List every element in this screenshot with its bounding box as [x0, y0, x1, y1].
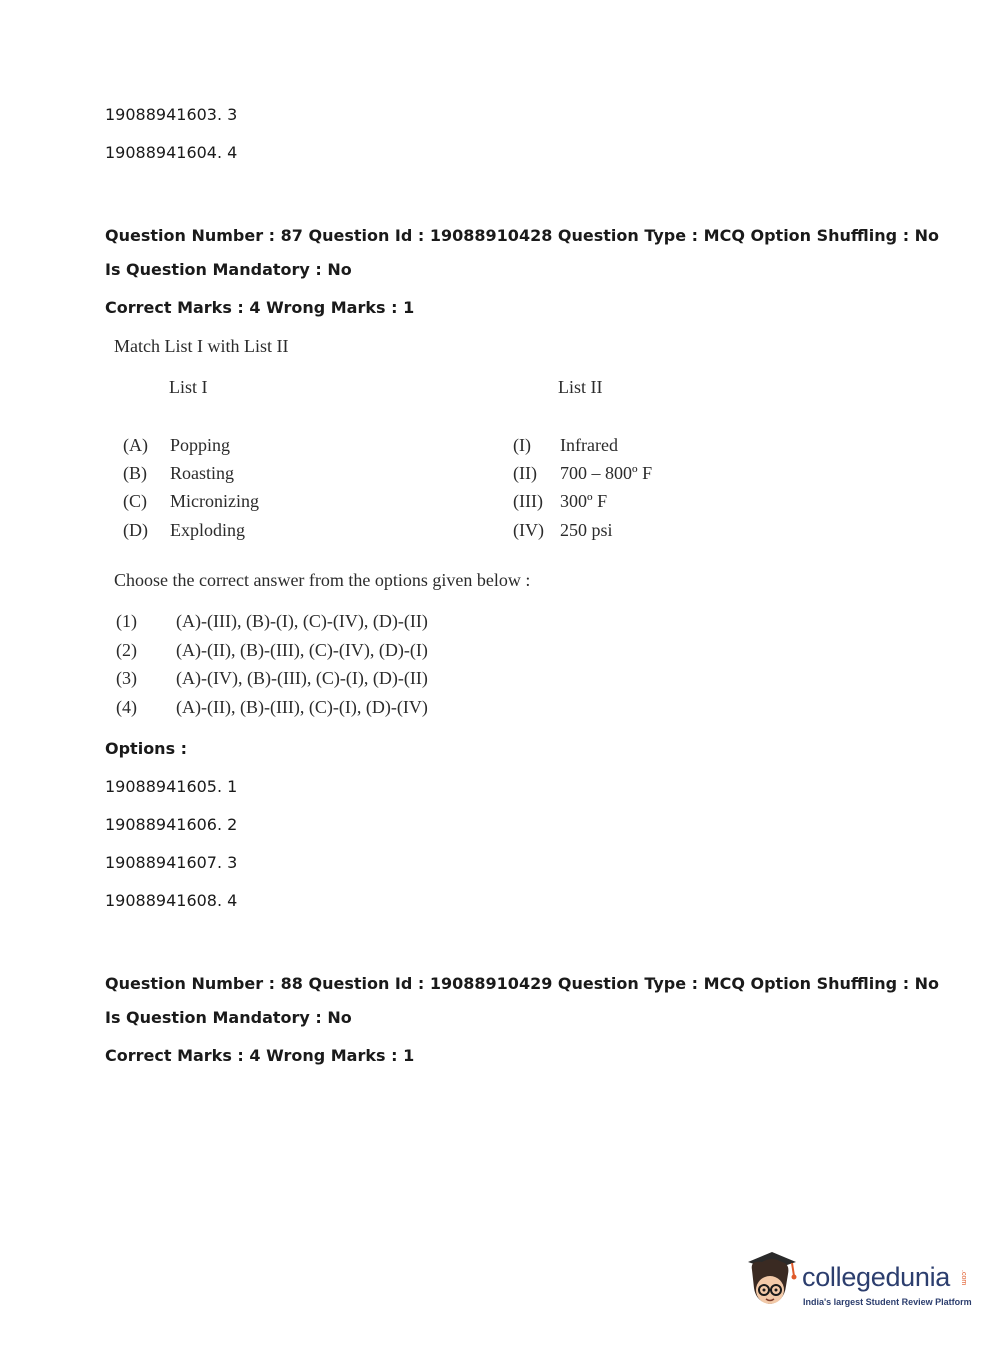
option-4: 19088941608. 4 [105, 891, 238, 910]
choose-instruction: Choose the correct answer from the options given below : [114, 570, 531, 590]
answer-key: (2) [116, 640, 137, 660]
option-2: 19088941606. 2 [105, 815, 238, 834]
answer-key: (1) [116, 611, 137, 631]
list2-key: (II) [513, 463, 537, 483]
option-3: 19088941607. 3 [105, 853, 238, 872]
answer-key: (3) [116, 668, 137, 688]
option-1: 19088941605. 1 [105, 777, 238, 796]
answer-text: (A)-(II), (B)-(III), (C)-(I), (D)-(IV) [176, 697, 428, 717]
list2-item: 250 psi [560, 520, 613, 540]
list2-item: Infrared [560, 435, 618, 455]
q87-mandatory: Is Question Mandatory : No [105, 260, 352, 279]
q87-marks: Correct Marks : 4 Wrong Marks : 1 [105, 298, 415, 317]
list1-key: (C) [123, 491, 147, 511]
list1-key: (B) [123, 463, 147, 483]
list1-item: Popping [170, 435, 231, 455]
collegedunia-logo[interactable] [742, 1248, 972, 1320]
q88-marks: Correct Marks : 4 Wrong Marks : 1 [105, 1046, 415, 1065]
list2-key: (I) [513, 435, 531, 455]
mascot-icon [742, 1248, 800, 1312]
list1-key: (D) [123, 520, 148, 540]
answer-text: (A)-(IV), (B)-(III), (C)-(I), (D)-(II) [176, 668, 428, 688]
answer-text: (A)-(II), (B)-(III), (C)-(IV), (D)-(I) [176, 640, 428, 660]
list1-item: Micronizing [170, 491, 259, 511]
answer-key: (4) [116, 697, 137, 717]
list1-item: Exploding [170, 520, 245, 540]
prev-option-4: 19088941604. 4 [105, 143, 238, 162]
logo-tagline: India's largest Student Review Platform [803, 1297, 972, 1307]
list2-key: (III) [513, 491, 543, 511]
answer-text: (A)-(III), (B)-(I), (C)-(IV), (D)-(II) [176, 611, 428, 631]
list1-item: Roasting [170, 463, 235, 483]
list2-item: 300º F [560, 491, 608, 511]
list1-title: List I [169, 377, 208, 397]
list2-item: 700 – 800º F [560, 463, 653, 483]
logo-suffix: .com [960, 1270, 967, 1286]
prev-option-3: 19088941603. 3 [105, 105, 238, 124]
list1-key: (A) [123, 435, 148, 455]
q87-header: Question Number : 87 Question Id : 19088910428 Question Type : MCQ Option Shuffling : No [105, 226, 940, 245]
list2-key: (IV) [513, 520, 544, 540]
q88-header: Question Number : 88 Question Id : 19088910429 Question Type : MCQ Option Shuffling : No [105, 974, 940, 993]
list2-title: List II [558, 377, 603, 397]
logo-wordmark: collegedunia [802, 1262, 951, 1292]
options-label: Options : [105, 739, 188, 758]
q87-stem: Match List I with List II [114, 336, 289, 356]
q88-mandatory: Is Question Mandatory : No [105, 1008, 352, 1027]
